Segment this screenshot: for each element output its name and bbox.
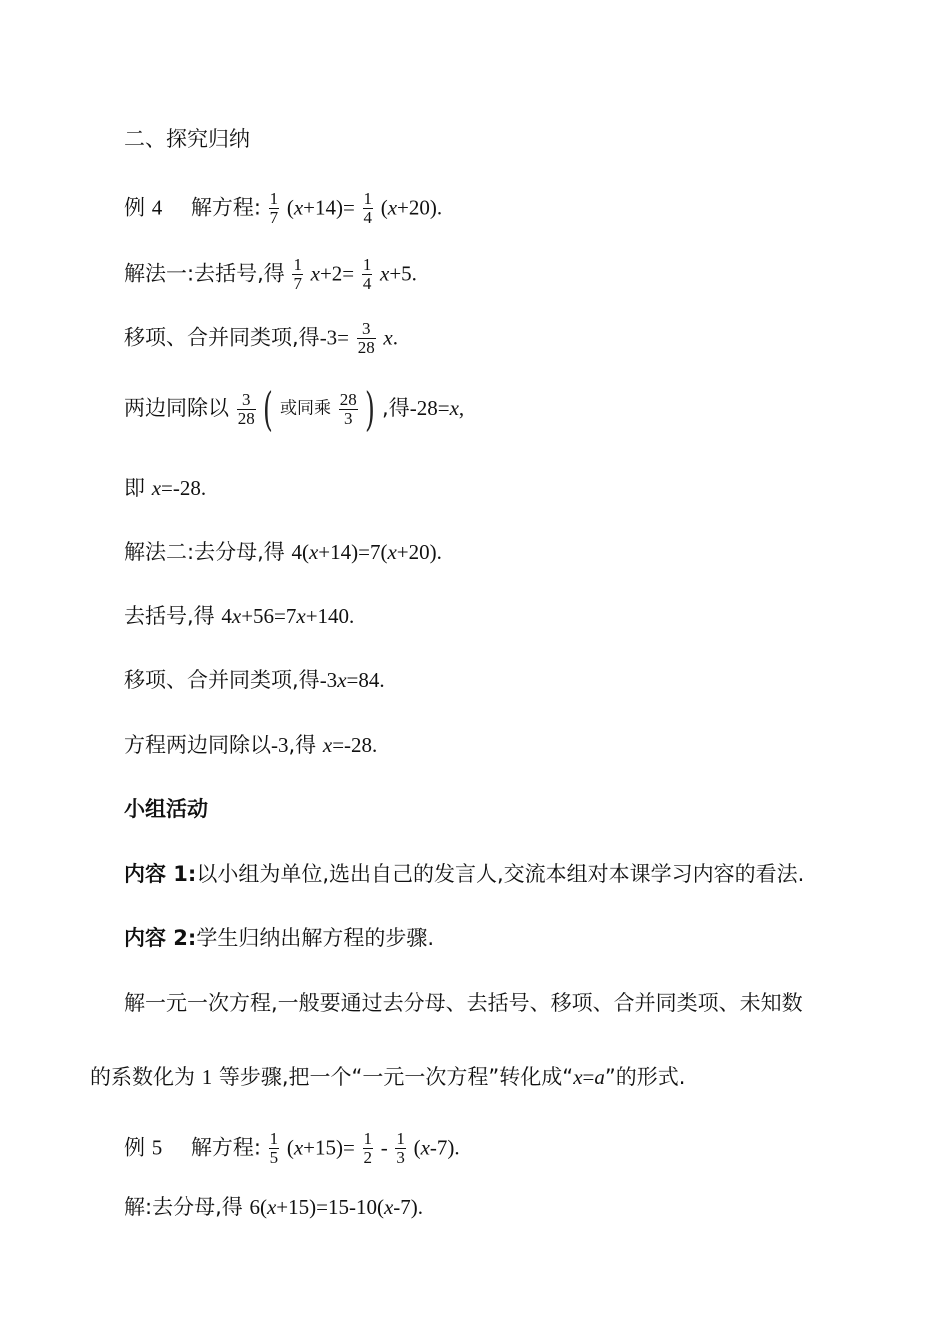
summary-line-2: 的系数化为 1 等步骤,把一个“一元一次方程”转化成“x=a”的形式. (90, 1065, 686, 1089)
solution1-step4: 即 x=-28. (124, 476, 207, 500)
solution1-step2: 移项、合并同类项,得-3= $\frac{3}{28}$ x. (124, 319, 398, 357)
example-5-solution: 解:去分母,得 6(x+15)=15-10(x-7). (124, 1195, 424, 1219)
group-content-2: 内容 2:学生归纳出解方程的步骤. (124, 926, 435, 950)
example-5: 例 5 解方程: $\frac{1}{5}$ (x+15)= $\frac{1}{2}$ - $\frac{1}{3}$ (x-7). (124, 1129, 460, 1167)
example-4-number: 4 (151, 195, 163, 220)
example-5-prefix: 解方程: (190, 1135, 261, 1160)
solution2-step1: 解法二:去分母,得 4(x+14)=7(x+20). (124, 540, 442, 564)
fraction: $\frac{3}{28}$ (237, 389, 255, 428)
fraction: $\frac{1}{5}$ (269, 1129, 279, 1167)
solution1-step3: 两边同除以 $\frac{3}{28}$ ( 或同乘 $\frac{28}{3}$ ) ,得-28=x, (124, 382, 465, 436)
fraction: $\frac{1}{4}$ (363, 189, 373, 227)
summary-line-1: 解一元一次方程,一般要通过去分母、去括号、移项、合并同类项、未知数 (124, 991, 803, 1015)
solution2-step2: 去括号,得 4x+56=7x+140. (124, 604, 355, 628)
fraction: $\frac{1}{3}$ (396, 1129, 405, 1167)
fraction: $\frac{1}{2}$ (363, 1129, 373, 1167)
group-content-1: 内容 1:以小组为单位,选出自己的发言人,交流本组对本课学习内容的看法. (124, 862, 805, 886)
fraction: $\frac{1}{7}$ (293, 255, 302, 293)
solution2-step3: 移项、合并同类项,得-3x=84. (124, 668, 385, 692)
group-activity-title: 小组活动 (124, 797, 208, 821)
right-paren: ) (365, 382, 376, 436)
example-5-label: 例 (124, 1135, 145, 1160)
solution1-step1: 解法一:去括号,得 $\frac{1}{7}$ x+2= $\frac{1}{4}$ x+5. (124, 255, 417, 293)
fraction: $\frac{3}{28}$ (357, 319, 375, 357)
fraction: $\frac{28}{3}$ (339, 389, 357, 428)
section-heading: 二、探究归纳 (124, 127, 250, 151)
fraction: $\frac{1}{4}$ (362, 255, 372, 293)
left-paren: ( (263, 382, 274, 436)
example-5-number: 5 (151, 1135, 163, 1160)
solution2-step4: 方程两边同除以-3,得 x=-28. (124, 733, 378, 757)
example-4-prefix: 解方程: (190, 195, 261, 220)
example-4-label: 例 (124, 195, 145, 220)
example-4: 例 4 解方程: $\frac{1}{7}$ (x+14)= $\frac{1}{4}$ (x+20). (124, 189, 443, 227)
fraction: $\frac{1}{7}$ (269, 189, 279, 227)
